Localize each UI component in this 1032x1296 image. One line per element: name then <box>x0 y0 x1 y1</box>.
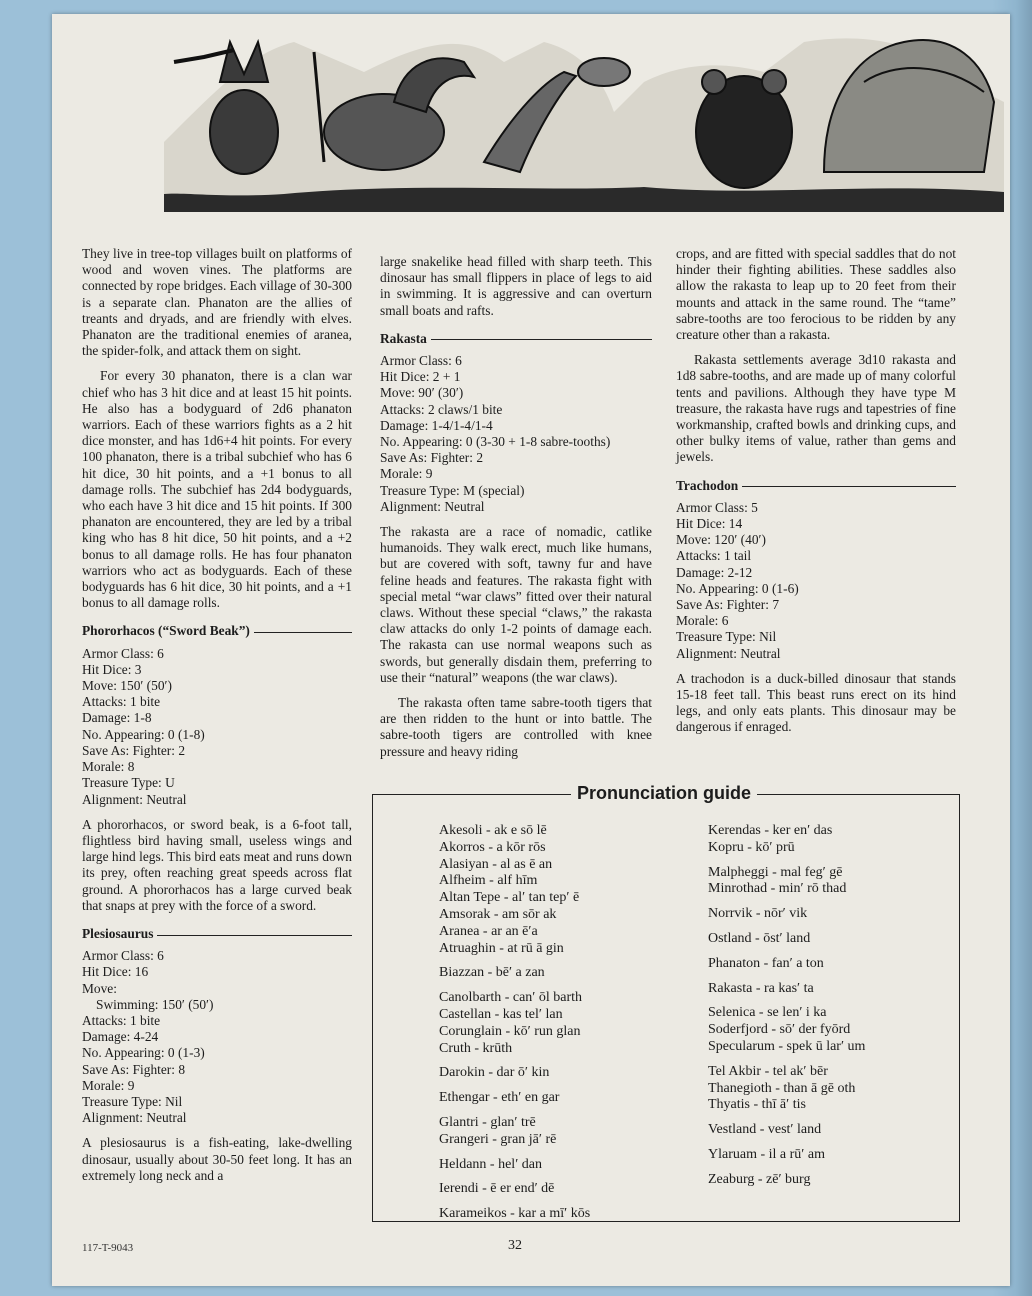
phanaton-paragraph-1: They live in tree-top villages built on platforms of wood and woven vines. The platforms are connected by rope bridges. Each village of 30-300 is a separate clan. Phanaton are the allies of treants and dryads, and are friendly with elves. Phanaton are the traditional enemies of aranea, the spider-folk, and attack them on sight. <box>82 246 352 359</box>
stat-line: Attacks: 1 bite <box>82 694 161 710</box>
page-number: 32 <box>508 1238 522 1253</box>
column-right <box>676 246 956 745</box>
pronunciation-entry: Ostland - ōst′ land <box>708 930 811 946</box>
stat-line: Morale: 6 <box>676 613 729 629</box>
stat-line: Move: <box>82 980 117 996</box>
pronunciation-entry: Thanegioth - than ā gē oth <box>708 1080 856 1096</box>
pronunciation-entry: Karameikos - kar a mī′ kōs <box>439 1206 591 1222</box>
plesiosaurus-stats <box>82 948 352 1126</box>
pronunciation-entry: Cruth - krūth <box>439 1040 513 1056</box>
group-spacer <box>439 1198 689 1206</box>
group-spacer <box>708 1114 948 1122</box>
group-spacer <box>439 1057 689 1065</box>
creature-banner-illustration <box>164 22 1004 212</box>
column-middle <box>380 254 652 769</box>
pronunciation-entry: Altan Tepe - al′ tan tep′ ē <box>439 890 580 906</box>
stat-line: Armor Class: 6 <box>380 353 462 369</box>
stat-line: Morale: 9 <box>82 1077 135 1093</box>
pronunciation-entry: Thyatis - thī ā′ tis <box>708 1097 806 1113</box>
group-spacer <box>439 1107 689 1115</box>
pronunciation-entry: Glantri - glan′ trē <box>439 1114 536 1130</box>
pronunciation-entry: Minrothad - min′ rō thad <box>708 881 847 897</box>
rakasta-continued-1: crops, and are fitted with special saddles that do not hinder their fighting abilities. These saddles also allow the rakasta to leap up to 20 feet from their mounts and attack in the same round. The “tame” sabre-tooths are too ferocious to be ridden by any creature other than a rakasta. <box>676 246 956 343</box>
pronunciation-entry: Akesoli - ak e sō lē <box>439 823 547 838</box>
phanaton-paragraph-2: For every 30 phanaton, there is a clan war chief who has 3 hit dice and at least 15 hit points. He also has a bodyguard of 2d6 phanaton warriors. Each of these warriors fights as a 2 hit dice monster, and has 1d6+4 hit points. For every 100 phanaton, there is a tribal subchief who has 6 hit dice, 30 hit points, and a +1 bonus to all damage rolls. The subchief has 2d4 bodyguards, who each have 3 hit dice and 15 hit points. If 300 phanaton are encountered, they are led by a tribal king who has 8 hit dice, 50 hit points, and a +2 bonus to all damage rolls. He has four phanaton warriors who act as bodyguards. Each of these bodyguards has 6 hit dice, 30 hit points, and a +1 bonus to all damage rolls. <box>82 368 352 611</box>
group-spacer <box>708 923 948 931</box>
group-spacer <box>708 898 948 906</box>
stat-line: No. Appearing: 0 (1-6) <box>676 580 799 596</box>
stat-line: Move: 90′ (30′) <box>380 385 464 401</box>
stat-line: Save As: Fighter: 8 <box>82 1061 186 1077</box>
group-spacer <box>708 857 948 865</box>
group-spacer <box>439 957 689 965</box>
pronunciation-entry: Alasiyan - al as ē an <box>439 856 553 872</box>
pronunciation-column-right <box>708 823 948 1189</box>
book-page <box>52 14 1010 1286</box>
stat-line: No. Appearing: 0 (3-30 + 1-8 sabre-tooths) <box>380 434 611 450</box>
pronunciation-entry: Akorros - a kōr rōs <box>439 839 546 855</box>
phororhacos-description: A phororhacos, or sword beak, is a 6-foot tall, flightless bird having small, useless wings and large hind legs. This bird eats meat and runs down its prey, often reaching great speeds across flat ground. A phororhacos has a large curved beak that snaps at prey with the force of a sword. <box>82 816 352 913</box>
pronunciation-entry: Tel Akbir - tel ak′ bēr <box>708 1063 828 1079</box>
stat-line: Save As: Fighter: 7 <box>676 597 780 613</box>
stat-line: Morale: 8 <box>82 759 135 775</box>
stat-line: Attacks: 1 bite <box>82 1012 161 1028</box>
pronunciation-entry: Biazzan - bē′ a zan <box>439 965 545 981</box>
plesiosaurus-heading: Plesiosaurus <box>82 926 352 942</box>
stat-line: Attacks: 1 tail <box>676 548 752 564</box>
stat-line: Damage: 4-24 <box>82 1029 159 1045</box>
stat-line: Armor Class: 6 <box>82 948 164 964</box>
group-spacer <box>708 1164 948 1172</box>
pronunciation-entry: Aranea - ar an ē′a <box>439 923 538 939</box>
stat-line: Alignment: Neutral <box>82 1110 187 1126</box>
group-spacer <box>708 1139 948 1147</box>
pronunciation-column-left <box>439 823 689 1223</box>
pronunciation-entry: Zeaburg - zē′ burg <box>708 1171 811 1187</box>
stat-line: Alignment: Neutral <box>676 645 781 661</box>
trachodon-stats <box>676 500 956 662</box>
pronunciation-entry: Amsorak - am sōr ak <box>439 906 557 922</box>
rakasta-continued-2: Rakasta settlements average 3d10 rakasta and 1d8 sabre-tooths, and are made up of many colorful tents and pavilions. Although they have type M treasure, the rakasta have rugs and tapestries of fine workmanship, crafted bowls and drinking cups, and other bulky items of value, rather than gems and jewels. <box>676 352 956 465</box>
group-spacer <box>439 1082 689 1090</box>
product-code: 117-T-9043 <box>82 1242 134 1254</box>
pronunciation-entry: Heldann - hel′ dan <box>439 1156 542 1172</box>
trachodon-description: A trachodon is a duck-billed dinosaur that stands 15-18 feet tall. This beast runs erect on its hind legs, and only eats plants. This dinosaur may be dangerous if enraged. <box>676 670 956 735</box>
stat-line: Move: 120′ (40′) <box>676 532 766 548</box>
plesiosaurus-description: A plesiosaurus is a fish-eating, lake-dwelling dinosaur, usually about 30-50 feet long. It has an extremely long neck and a <box>82 1135 352 1183</box>
group-spacer <box>708 997 948 1005</box>
stat-line: Hit Dice: 14 <box>676 516 743 532</box>
pronunciation-entry: Corunglain - kō′ run glan <box>439 1023 581 1039</box>
pronunciation-entry: Selenica - se len′ i ka <box>708 1005 827 1021</box>
pronunciation-entry: Malpheggi - mal feg′ gē <box>708 864 843 880</box>
phororhacos-heading: Phororhacos (“Sword Beak”) <box>82 623 352 639</box>
pronunciation-entry: Rakasta - ra kas′ ta <box>708 980 814 996</box>
pronunciation-guide-title: Pronunciation guide <box>571 783 757 804</box>
stat-line: Morale: 9 <box>380 466 433 482</box>
stat-line: Treasure Type: U <box>82 775 175 791</box>
pronunciation-entry: Castellan - kas tel′ lan <box>439 1006 563 1022</box>
stat-line: Hit Dice: 16 <box>82 964 149 980</box>
stat-line: Armor Class: 6 <box>82 645 164 661</box>
phororhacos-stats <box>82 646 352 808</box>
stat-line: Hit Dice: 2 + 1 <box>380 369 461 385</box>
group-spacer <box>439 1173 689 1181</box>
group-spacer <box>708 948 948 956</box>
pronunciation-entry: Vestland - vest′ land <box>708 1122 822 1138</box>
stat-line: No. Appearing: 0 (1-3) <box>82 1045 205 1061</box>
stat-line: No. Appearing: 0 (1-8) <box>82 726 205 742</box>
stat-line: Attacks: 2 claws/1 bite <box>380 401 503 417</box>
rakasta-description-1: The rakasta are a race of nomadic, catlike humanoids. They walk erect, much like humans, but are covered with soft, tawny fur and have feline heads and features. The rakasta fight with special metal “war claws” fitted over their natural claws. Without these special “claws,” the rakasta claw attacks do only 1-2 points of damage each. The rakasta can use normal weapons such as swords, but generally disdain them, preferring to use their “natural” weapons (the war claws). <box>380 524 652 685</box>
pronunciation-guide-box <box>372 783 960 1222</box>
stat-line: Damage: 1-8 <box>82 710 152 726</box>
stat-line: Alignment: Neutral <box>82 791 187 807</box>
rakasta-stats <box>380 353 652 515</box>
pronunciation-entry: Darokin - dar ō′ kin <box>439 1065 550 1081</box>
rakasta-heading: Rakasta <box>380 331 652 347</box>
stat-line: Hit Dice: 3 <box>82 661 142 677</box>
rakasta-description-2: The rakasta often tame sabre-tooth tigers that are then ridden to the hunt or into battle. The sabre-tooth tigers are controlled with knee pressure and heavy riding <box>380 695 652 759</box>
pronunciation-entry: Grangeri - gran jā′ rē <box>439 1131 557 1147</box>
stat-line: Damage: 1-4/1-4/1-4 <box>380 417 493 433</box>
stat-line: Save As: Fighter: 2 <box>380 450 484 466</box>
stat-line: Treasure Type: Nil <box>82 1093 183 1109</box>
column-left <box>82 246 352 1193</box>
pronunciation-entry: Specularum - spek ū lar′ um <box>708 1038 866 1054</box>
pronunciation-entry: Canolbarth - can′ ōl barth <box>439 990 583 1006</box>
stat-line: Treasure Type: M (special) <box>380 482 525 498</box>
stat-line: Armor Class: 5 <box>676 499 758 515</box>
pronunciation-entry: Ierendi - ē er end′ dē <box>439 1181 555 1197</box>
pronunciation-entry: Kopru - kō′ prū <box>708 839 795 855</box>
group-spacer <box>708 1056 948 1064</box>
stat-line: Damage: 2-12 <box>676 564 753 580</box>
stat-line: Move: 150′ (50′) <box>82 678 172 694</box>
pronunciation-entry: Ylaruam - il a rū′ am <box>708 1146 825 1162</box>
stat-line: Treasure Type: Nil <box>676 629 777 645</box>
stat-line: Swimming: 150′ (50′) <box>96 996 214 1012</box>
stat-line: Alignment: Neutral <box>380 498 485 514</box>
pronunciation-entry: Alfheim - alf hīm <box>439 873 538 889</box>
trachodon-heading: Trachodon <box>676 478 956 494</box>
plesiosaurus-continued: large snakelike head filled with sharp teeth. This dinosaur has small flippers in place of legs to aid in swimming. It is aggressive and can overturn small boats and rafts. <box>380 254 652 318</box>
group-spacer <box>708 973 948 981</box>
pronunciation-entry: Phanaton - fan′ a ton <box>708 955 824 971</box>
pronunciation-entry: Norrvik - nōr′ vik <box>708 906 808 922</box>
pronunciation-entry: Atruaghin - at rū ā gin <box>439 940 564 956</box>
pronunciation-entry: Soderfjord - sō′ der fyōrd <box>708 1022 851 1038</box>
stat-line: Save As: Fighter: 2 <box>82 742 186 758</box>
group-spacer <box>439 1149 689 1157</box>
pronunciation-entry: Kerendas - ker en′ das <box>708 823 833 838</box>
pronunciation-entry: Ethengar - eth′ en gar <box>439 1090 560 1106</box>
group-spacer <box>439 982 689 990</box>
